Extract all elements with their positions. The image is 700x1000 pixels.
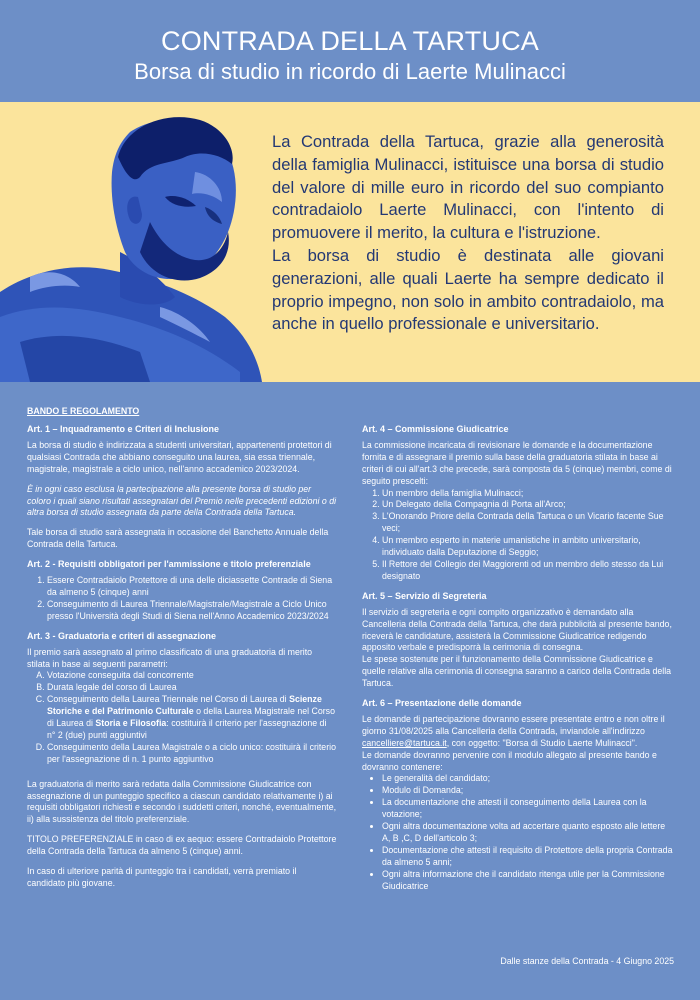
list-item: B. Durata legale del corso di Laurea [47,682,337,694]
article-1-heading: Art. 1 – Inquadramento e Criteri di Inclusione [27,424,220,434]
criterion-text: o della Laurea Magistrale nel Corso di Laurea di [47,706,335,729]
article-3-ranking: La graduatoria di merito sarà redatta dalla Commissione Giudicatrice con assegnazione di un punteggio specifico a ciascun candidato relativamente i) ai requisiti obbligatori richiesti e secondo i suddetti criteri, nonché, eventualmente, ii) alla sussistenza del titolo preferenziale. [27,778,337,825]
article-1-exclusion: È in ogni caso esclusa la partecipazione alla presente borsa di studio per coloro i quali siano risultati assegnatari del Premio nelle precedenti edizioni o di altra borsa di studio assegnata da parte della Contrada della Tartuca. [27,483,337,518]
list-item: A. Votazione conseguita dal concorrente [47,670,337,682]
criterion-text: Conseguimento della Laurea Triennale nel Corso di Laurea di [47,694,290,705]
article-5-expenses: Le spese sostenute per il funzionamento della Commissione Giudicatrice e quelle relative alla cerimonia di consegna saranno a carico della Contrada della Tartuca. [362,654,672,689]
article-3-criteria-list [27,670,337,765]
article-2-heading: Art. 2 - Requisiti obbligatori per l'ammissione e titolo preferenziale [27,559,311,570]
list-item: 3. L'Onorando Priore della Contrada della Tartuca o un Vicario facente Sue veci; [382,511,674,535]
article-1-ceremony: Tale borsa di studio sarà assegnata in occasione del Banchetto Annuale della Contrada della Tartuca. [27,527,329,550]
article-2-list [27,575,337,623]
article-3-intro: Il premio sarà assegnato al primo classificato di una graduatoria di merito stilata in base ai seguenti parametri: [27,646,313,669]
email-link[interactable]: cancelliere@tartuca.it [362,737,447,748]
article-5-text: Il servizio di segreteria e ogni compito organizzativo è demandato alla Cancelleria della Contrada della Tartuca, che darà pubblicità al presente bando, riceverà le candidature, assisterà la Commissione Giudicatrice redigendo apposito verbale e predisporrà la cerimonia di consegna. [362,606,672,653]
hero-band [0,102,700,382]
article-6-documents-list [362,773,674,892]
article-5-heading: Art. 5 – Servizio di Segreteria [362,590,487,601]
intro-text [272,131,664,336]
deadline-text: , con oggetto: "Borsa di Studio Laerte Mulinacci". [446,737,638,748]
list-item: 5. Il Rettore del Collegio dei Maggiorenti od un membro dello stesso da Lui designato [382,559,674,583]
closing-signature: Dalle stanze della Contrada - 4 Giugno 2025 [500,956,674,966]
article-3-heading: Art. 3 - Graduatoria e criteri di assegnazione [27,630,217,641]
list-item: • Ogni altra documentazione volta ad accertare quanto esposto alle lettere A, B ,C, D dell'articolo 3; [382,821,674,845]
intro-paragraph: La Contrada della Tartuca, grazie alla generosità della famiglia Mulinacci, istituisce una borsa di studio del valore di mille euro in ricordo del suo compianto contradaiolo Laerte Mulinacci, con l'intento di promuovere il merito, la cultura e l'istruzione. [272,132,664,243]
list-item: 2. Conseguimento di Laurea Triennale/Magistrale/Magistrale a Ciclo Unico presso l'Università degli Studi di Siena nell'Anno Accademico 2023/2024 [47,599,337,623]
article-3-preferential-title: TITOLO PREFERENZIALE in caso di ex aequo: essere Contradaiolo Protettore della Contrada della Tartuca da almeno 5 (cinque) anni. [27,834,337,857]
article-1-text: La borsa di studio è indirizzata a studenti universitari, appartenenti protettori di qualsiasi Contrada che abbiano conseguito una laurea, sia essa triennale, magistrale, magistrale a ciclo unico, nell'anno accademico 2023/2024. [27,439,332,474]
rules-section [0,382,700,1000]
list-item: D. Conseguimento della Laurea Magistrale o a ciclo unico: costituirà il criterio per l'assegnazione di n. 1 punto aggiuntivo [47,742,337,766]
course-name: Scienze Storiche e del Patrimonio Culturale [47,694,322,717]
rules-section-title: BANDO E REGOLAMENTO [27,406,140,416]
deadline-text: Le domande di partecipazione dovranno essere presentate entro e non oltre il giorno 31/08/2025 alla Cancelleria della Contrada, inviandole all'indirizzo [362,713,665,736]
list-item [47,694,337,742]
article-3-tiebreak: In caso di ulteriore parità di punteggio tra i candidati, verrà premiato il candidato più giovane. [27,866,297,888]
list-item: • Ogni altra informazione che il candidato ritenga utile per la Commissione Giudicatrice [382,869,674,893]
article-6-deadline [362,714,674,750]
list-item: • Le generalità del candidato; [382,773,674,785]
list-item: 1. Un membro della famiglia Mulinacci; [382,488,674,500]
intro-paragraph: La borsa di studio è destinata alle giovani generazioni, alle quali Laerte ha sempre dedicato il proprio impegno, non solo in ambito contradaiolo, ma anche in quello professionale e universitario. [272,245,664,334]
course-name: Storia e Filosofia [95,718,167,729]
list-item: • La documentazione che attesti il conseguimento della Laurea con la votazione; [382,797,674,821]
article-6-heading: Art. 6 – Presentazione delle domande [362,698,522,709]
list-item: 2. Un Delegato della Compagnia di Porta all'Arco; [382,499,674,511]
article-4-heading: Art. 4 – Commissione Giudicatrice [362,424,509,434]
page-title: CONTRADA DELLA TARTUCA [161,26,539,56]
criterion-text: : costituirà il criterio per l'assegnazione di n° 2 (due) punti aggiuntivi [47,718,327,740]
page-subtitle: Borsa di studio in ricordo di Laerte Mulinacci [134,59,566,84]
header [0,0,700,102]
article-6-contents-intro: Le domande dovranno pervenire con il modulo allegato al presente bando e dovranno contenere: [362,749,657,772]
portrait-illustration [0,102,262,382]
list-item: 1. Essere Contradaiolo Protettore di una delle diciassette Contrade di Siena da almeno 5 (cinque) anni [47,575,337,599]
list-item: 4. Un membro esperto in materie umanistiche in ambito universitario, individuato dalla Deputazione di Seggio; [382,535,674,559]
article-4-intro: La commissione incaricata di revisionare le domande e la documentazione fornita e di assegnare il premio sulla base della graduatoria stilata in base ai criteri di cui all'art.3 che precede, sarà composta da 5 (cinque) membri, come di seguito prescelti: [362,439,672,486]
rules-column-left [27,424,337,898]
list-item: • Documentazione che attesti il requisito di Protettore della propria Contrada da almeno 5 anni; [382,845,674,869]
list-item: • Modulo di Domanda; [382,785,674,797]
rules-column-right [362,424,674,901]
article-4-members-list [362,488,674,583]
